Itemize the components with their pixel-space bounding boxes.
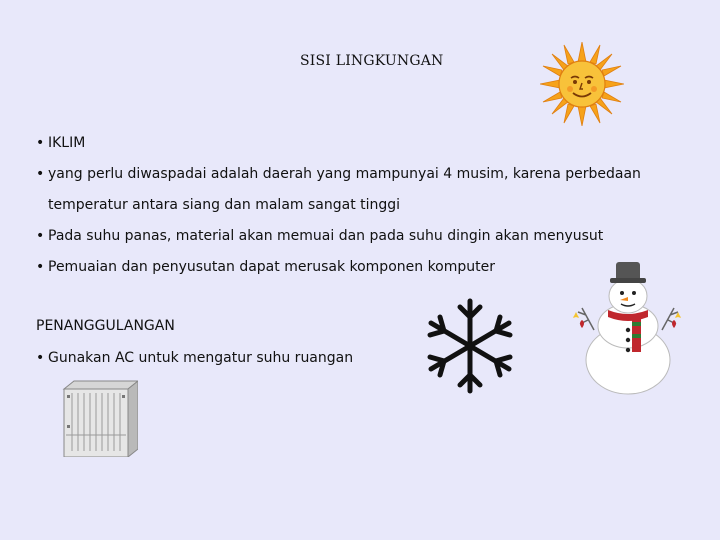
bullet-continuation	[48, 197, 400, 213]
bullet-text: IKLIM	[48, 135, 86, 151]
bullet-marker: •	[36, 135, 45, 151]
snowman-icon	[572, 260, 684, 395]
server-rack-icon	[58, 379, 138, 457]
bullet-musim	[36, 166, 641, 182]
sun-icon	[540, 42, 624, 126]
bullet-marker: •	[36, 350, 45, 366]
bullet-text: Gunakan AC untuk mengatur suhu ruangan	[48, 350, 354, 366]
bullet-marker: •	[36, 259, 45, 275]
bullet-text: Pada suhu panas, material akan memuai dan pada suhu dingin akan menyusut	[48, 228, 604, 244]
bullet-ac	[36, 350, 353, 366]
bullet-text: yang perlu diwaspadai adalah daerah yang mampunyai 4 musim, karena perbedaan	[48, 166, 641, 182]
bullet-iklim	[36, 135, 85, 151]
bullet-marker: •	[36, 228, 45, 244]
bullet-marker: •	[36, 166, 45, 182]
section-heading: PENANGGULANGAN	[36, 318, 175, 334]
bullet-pemuaian	[36, 259, 495, 275]
bullet-text: temperatur antara siang dan malam sangat tinggi	[48, 197, 401, 213]
slide-title: SISI LINGKUNGAN	[300, 53, 444, 69]
snowflake-icon	[422, 297, 518, 395]
bullet-suhu	[36, 228, 603, 244]
bullet-text: Pemuaian dan penyusutan dapat merusak komponen komputer	[48, 259, 496, 275]
